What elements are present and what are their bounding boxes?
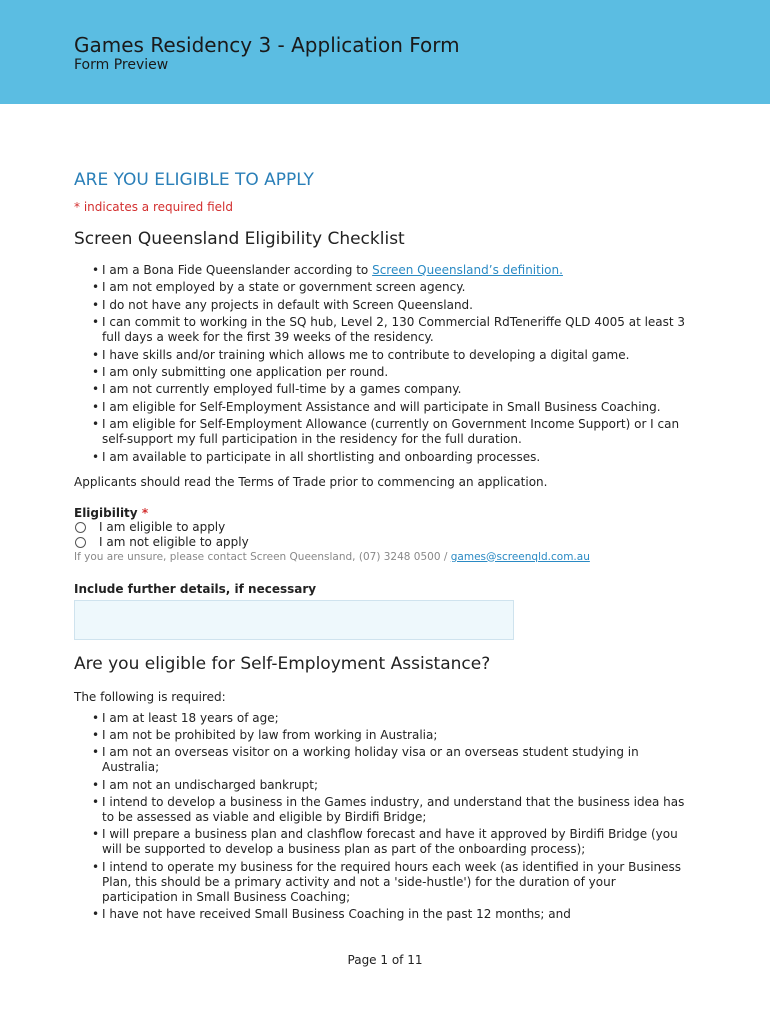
list-item: • I am not an overseas visitor on a working holiday visa or an overseas student studying in Australia; bbox=[92, 745, 694, 775]
list-item: • I am not an undischarged bankrupt; bbox=[92, 778, 694, 793]
eligibility-heading: ARE YOU ELIGIBLE TO APPLY bbox=[74, 170, 314, 190]
required-field-note: * indicates a required field bbox=[74, 200, 233, 214]
radio-circle-icon[interactable] bbox=[75, 537, 86, 548]
eligibility-label: Eligibility * bbox=[74, 505, 149, 520]
sq-definition-link[interactable]: Screen Queensland’s definition. bbox=[372, 263, 563, 277]
list-item: • I am eligible for Self-Employment Assistance and will participate in Small Business Coaching. bbox=[92, 400, 694, 415]
list-item: • I am not employed by a state or government screen agency. bbox=[92, 280, 694, 295]
list-item: • I am available to participate in all shortlisting and onboarding processes. bbox=[92, 450, 694, 465]
list-item: • I have not have received Small Business Coaching in the past 12 months; and bbox=[92, 907, 694, 922]
eligibility-help-text: If you are unsure, please contact Screen Queensland, (07) 3248 0500 / games@screenqld.com.au bbox=[74, 550, 590, 563]
list-item: • I intend to develop a business in the Games industry, and understand that the business idea has to be assessed as viable and eligible by Birdifi Bridge; bbox=[92, 795, 694, 825]
list-item: • I am at least 18 years of age; bbox=[92, 711, 694, 726]
details-field bbox=[74, 582, 694, 640]
list-item: • I can commit to working in the SQ hub, Level 2, 130 Commercial RdTeneriffe QLD 4005 at least 3 full days a week for the first 39 weeks of the residency. bbox=[92, 315, 694, 345]
list-item: • I am only submitting one application per round. bbox=[92, 365, 694, 380]
list-item bbox=[92, 263, 694, 278]
form-header bbox=[0, 0, 770, 104]
list-item: • I do not have any projects in default with Screen Queensland. bbox=[92, 298, 694, 313]
radio-label: I am eligible to apply bbox=[99, 519, 226, 534]
sea-heading: Are you eligible for Self-Employment Assistance? bbox=[74, 653, 491, 674]
list-item: • I am not currently employed full-time by a games company. bbox=[92, 382, 694, 397]
eligibility-field bbox=[74, 506, 694, 563]
required-mark: * bbox=[141, 505, 149, 520]
sea-requirements-list bbox=[74, 711, 694, 923]
radio-label: I am not eligible to apply bbox=[99, 534, 249, 549]
radio-not-eligible[interactable] bbox=[74, 535, 694, 550]
list-item: • I am not be prohibited by law from working in Australia; bbox=[92, 728, 694, 743]
form-title: Games Residency 3 - Application Form bbox=[74, 33, 460, 57]
checklist-title: Screen Queensland Eligibility Checklist bbox=[74, 229, 405, 249]
list-item: • I have skills and/or training which allows me to contribute to developing a digital game. bbox=[92, 348, 694, 363]
eligibility-checklist bbox=[74, 263, 694, 465]
page-number: Page 1 of 11 bbox=[347, 953, 423, 967]
list-item: • I intend to operate my business for the required hours each week (as identified in your Business Plan, this should be a primary activity and not a 'side-hustle') for the duration of your participation in Small Business Coaching; bbox=[92, 860, 694, 905]
form-subtitle: Form Preview bbox=[74, 57, 169, 73]
radio-circle-icon[interactable] bbox=[75, 522, 86, 533]
details-textarea[interactable] bbox=[74, 600, 514, 640]
list-item: • I will prepare a business plan and clashflow forecast and have it approved by Birdifi Bridge (you will be supported to develop a business plan as part of the onboarding process); bbox=[92, 827, 694, 857]
terms-note: Applicants should read the Terms of Trade prior to commencing an application. bbox=[74, 474, 548, 489]
email-link[interactable]: games@screenqld.com.au bbox=[450, 550, 590, 563]
list-item: • I am eligible for Self-Employment Allowance (currently on Government Income Support) or I can self-support my full participation in the residency for the full duration. bbox=[92, 417, 694, 447]
list-item-text: I am a Bona Fide Queenslander according to bbox=[102, 263, 373, 277]
form-content bbox=[74, 170, 694, 925]
radio-eligible[interactable] bbox=[74, 520, 694, 535]
sea-intro: The following is required: bbox=[74, 689, 226, 704]
details-label: Include further details, if necessary bbox=[74, 581, 317, 596]
